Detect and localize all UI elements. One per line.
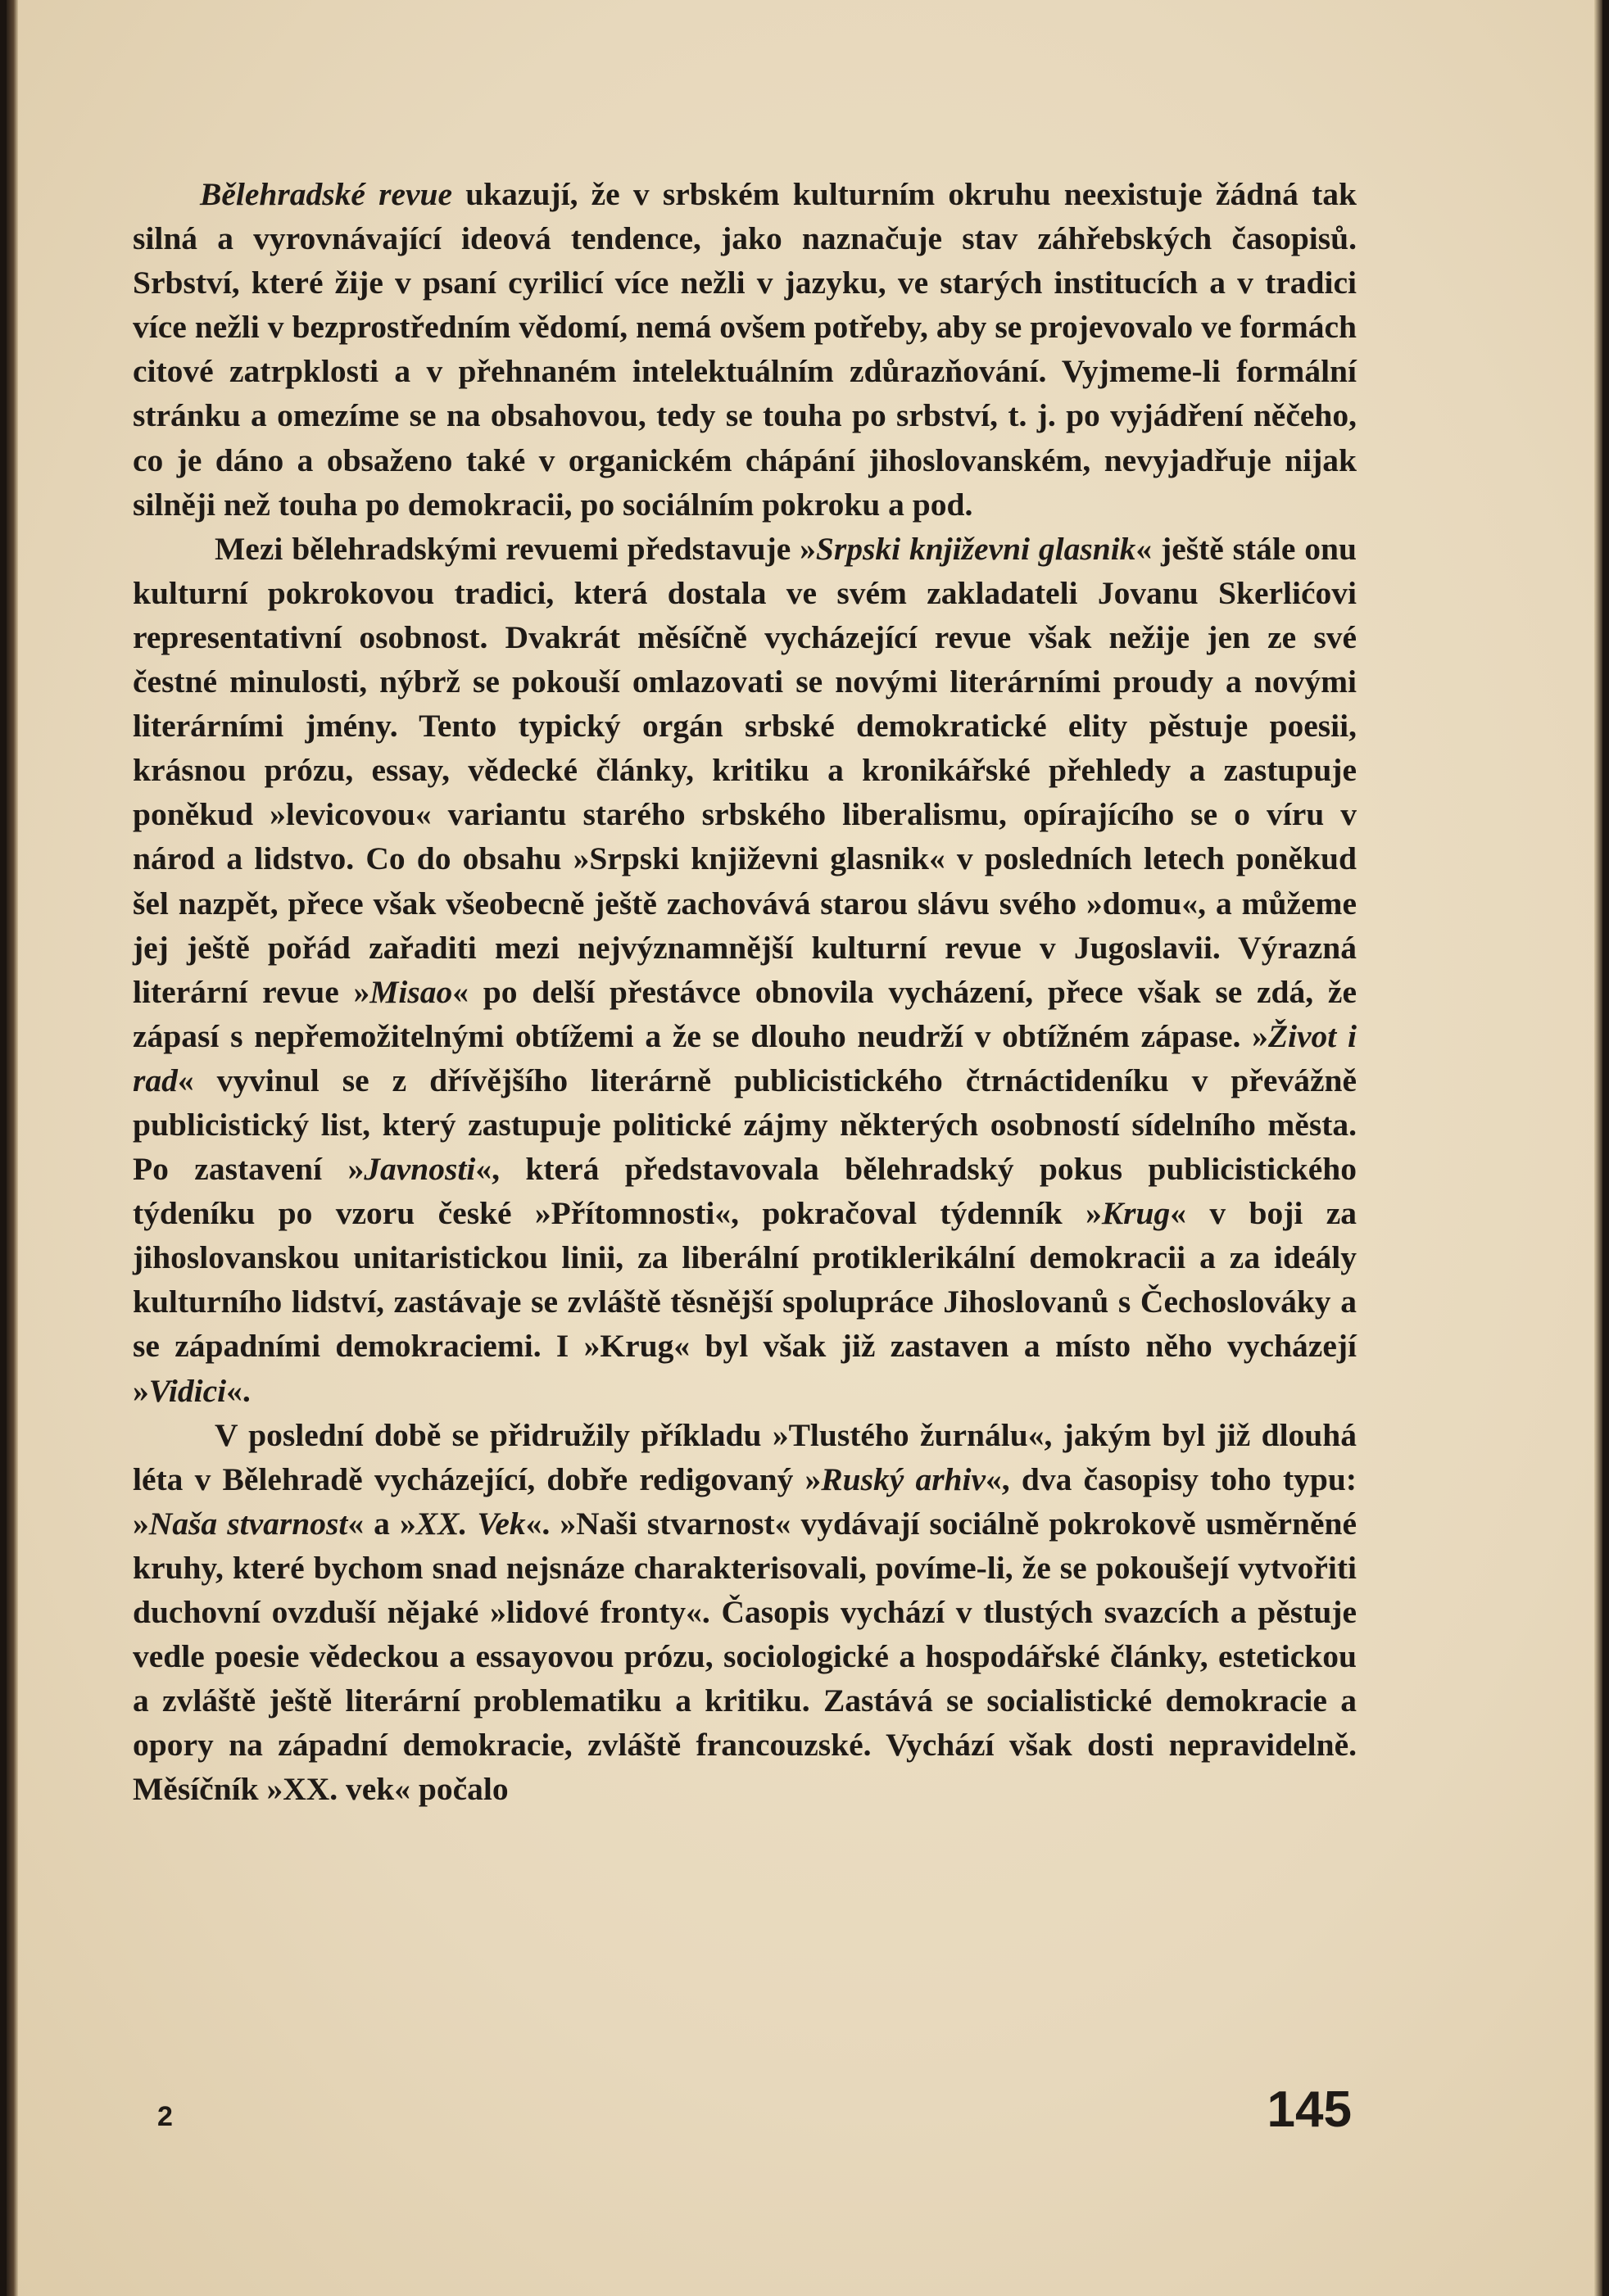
paragraph-1-segment-1: Bělehradské revue (200, 176, 453, 212)
paragraph-2-segment-7: « vyvinul se z dřívějšího literárně publicistického čtrnáctideníku v převážně publicistický list, který zastupuje politické zájmy některých osobností sídelního města. Po zastavení » (133, 1062, 1357, 1188)
paragraph-2-segment-10: Krug (1101, 1195, 1171, 1232)
paragraph-2 (133, 527, 1357, 1413)
paragraph-2-segment-13: «. (226, 1372, 251, 1409)
paragraph-2-segment-4: Misao (369, 973, 453, 1010)
paragraph-2-segment-11: « v boji za jihoslovanskou unitaristickou linii, za liberální protiklerikální demokracii a za ideály kulturního lidství, zastávaje se zvláště těsnější spolupráce Jihoslovanů s Čechoslováky a se západními demokraciemi. I »Krug« byl však již zastaven a místo něho vycházejí » (133, 1195, 1357, 1409)
article-body (133, 172, 1357, 1811)
paragraph-3-segment-2: Ruský arhiv (821, 1460, 986, 1497)
paragraph-2-segment-9: «, která představovala bělehradský pokus publicistického týdeníku po vzoru české »Přítomnosti«, pokračoval týdenník » (133, 1151, 1357, 1232)
scanned-page (7, 0, 1602, 2296)
paragraph-2-segment-12: Vidici (148, 1372, 227, 1409)
paragraph-3-segment-7: «. »Naši stvarnost« vydávají sociálně pokrokově usměrněné kruhy, které bychom snad nejsnáze charakterisovali, povíme-li, že se pokoušejí vytvořiti duchovní ovzduší nějaké »lidové fronty«. Časopis vychází v tlustých svazcích a pěstuje vedle poesie vědeckou a essayovou prózu, sociologické a hospodářské články, estetickou a zvláště ještě literární problematiku a kritiku. Zastává se socialistické demokracie a opory na západní demokracie, zvláště francouzské. Vychází však dosti nepravidelně. Měsíčník »XX. vek« počalo (133, 1505, 1357, 1808)
paragraph-2-segment-6: Život i rad (133, 1017, 1357, 1098)
paragraph-3-segment-6: XX. Vek (415, 1505, 526, 1542)
paragraph-2-segment-3: « ještě stále onu kulturní pokrokovou tradici, která dostala ve svém zakladateli Jovanu Skerlićovi representativní osobnost. Dvakrát měsíčně vycházející revue však nežije jen ze své čestné minulosti, nýbrž se pokouší omlazovati se novými literárními proudy a novými literárními jmény. Tento typický orgán srbské demokratické elity pěstuje poesii, krásnou prózu, essay, vědecké články, kritiku a kronikářské přehledy a zastupuje poněkud »levicovou« variantu starého srbského liberalismu, opírajícího se o víru v národ a lidstvo. Co do obsahu »Srpski književni glasnik« v posledních letech poněkud šel nazpět, přece však všeobecně ještě zachovává starou slávu svého »domu«, a můžeme jej ještě pořád zařaditi mezi nejvýznamnější kulturní revue v Jugoslavii. Výrazná literární revue » (133, 530, 1357, 1010)
page-binding-edge (7, 0, 18, 2296)
page-right-edge (1594, 0, 1602, 2296)
paragraph-2-segment-1: Mezi bělehradskými revuemi představuje » (215, 530, 816, 567)
paragraph-2-segment-2: Srpski književni glasnik (815, 530, 1136, 567)
paragraph-3-segment-4: Naša stvarnost (148, 1505, 348, 1542)
paragraph-2-segment-8: Javnosti (364, 1151, 476, 1188)
signature-mark: 2 (157, 2101, 173, 2132)
paragraph-1 (133, 172, 1357, 527)
paragraph-3-segment-3: «, dva časopisy toho typu: » (133, 1460, 1357, 1542)
paragraph-3 (133, 1413, 1357, 1812)
paragraph-3-segment-5: « a » (347, 1505, 416, 1542)
paragraph-2-segment-5: « po delší přestávce obnovila vycházení, přece však se zdá, že zápasí s nepřemožitelnými obtížemi a že se dlouho neudrží v obtížném zápase. » (133, 973, 1357, 1054)
page-number: 145 (1267, 2081, 1352, 2138)
paragraph-3-segment-1: V poslední době se přidružily příkladu »Tlustého žurnálu«, jakým byl již dlouhá léta v Bělehradě vycházející, dobře redigovaný » (133, 1416, 1357, 1497)
paragraph-1-segment-2: ukazují, že v srbském kulturním okruhu neexistuje žádná tak silná a vyrovnávající ideová tendence, jako naznačuje stav záhřebských časopisů. Srbství, které žije v psaní cyrilicí více nežli v jazyku, ve starých institucích a v tradici více nežli v bezprostředním vědomí, nemá ovšem potřeby, aby se projevovalo ve formách citové zatrpklosti a v přehnaném intelektuálním zdůrazňování. Vyjmeme-li formální stránku a omezíme se na obsahovou, tedy se touha po srbství, t. j. po vyjádření něčeho, co je dáno a obsaženo také v organickém chápání jihoslovanském, nevyjadřuje nijak silněji než touha po demokracii, po sociálním pokroku a pod. (133, 176, 1357, 523)
